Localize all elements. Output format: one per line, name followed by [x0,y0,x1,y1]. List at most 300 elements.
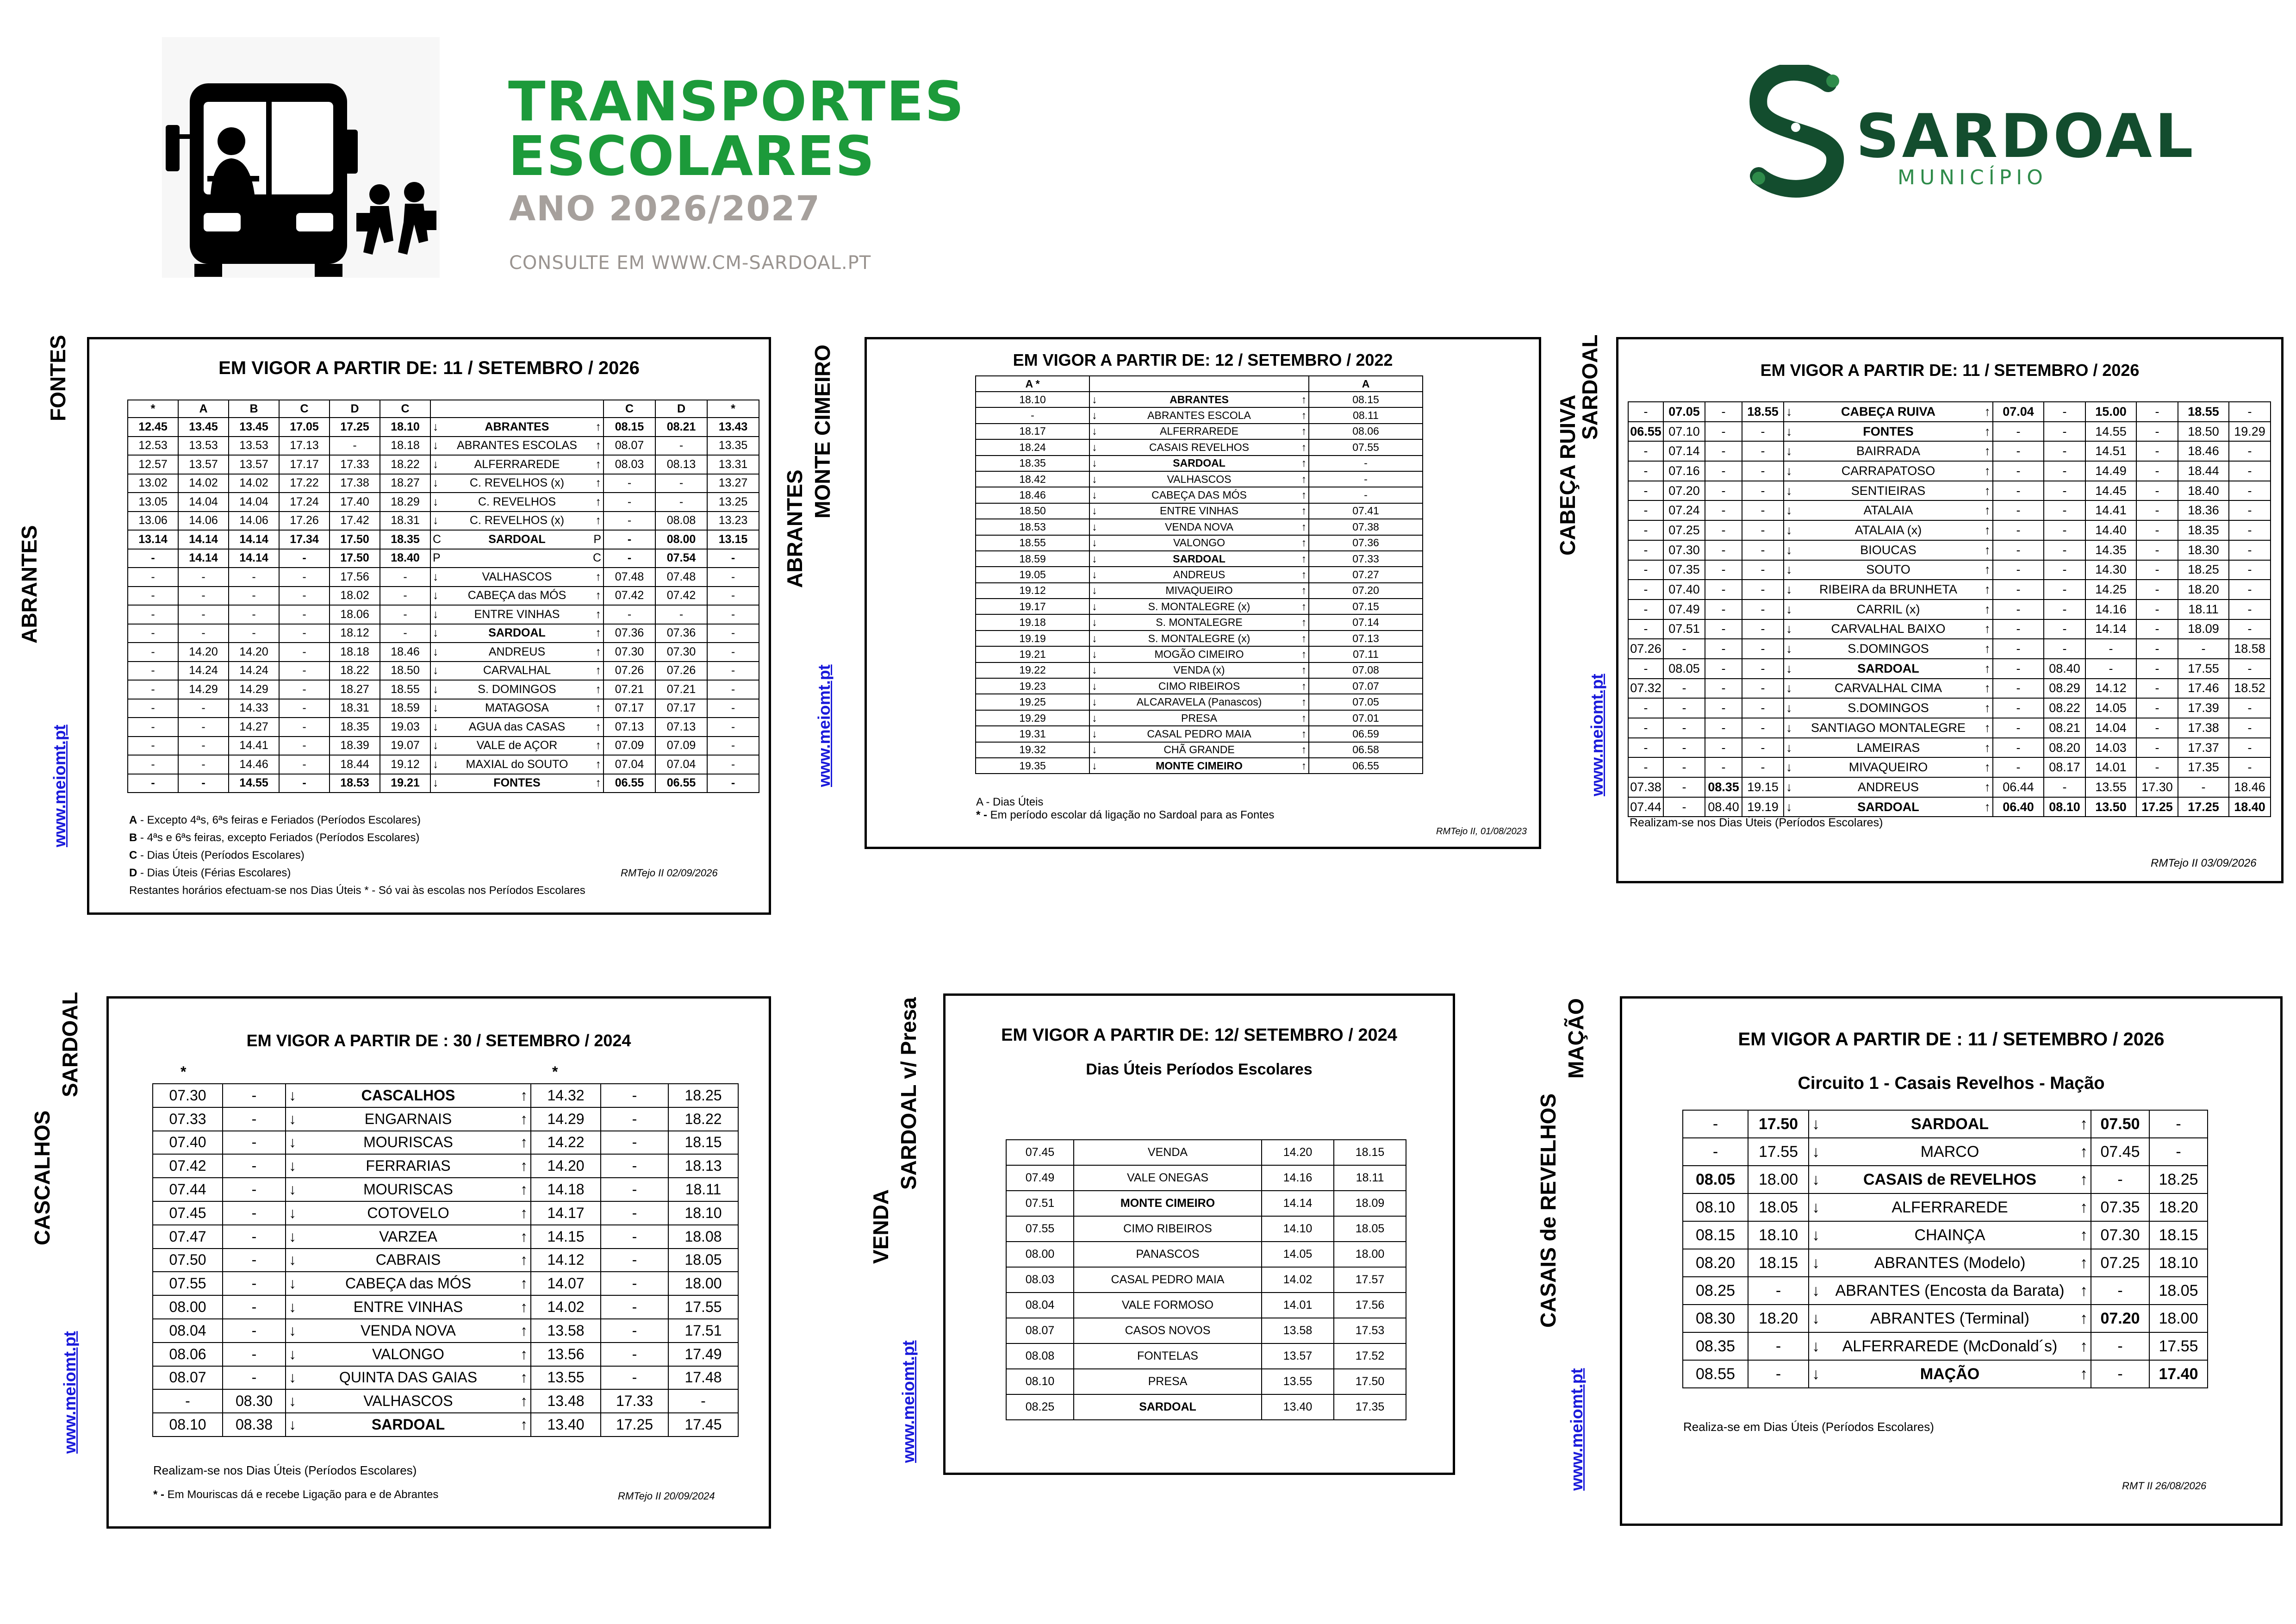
time-cell: 07.44 [1628,797,1663,817]
time-cell: 17.45 [668,1413,738,1437]
arrow-down-icon: ↓ [1089,583,1110,599]
table-row [153,1178,738,1201]
arrow-down-icon: ↓ [430,624,451,643]
time-cell: 07.45 [153,1201,223,1225]
arrow-up-icon: ↑ [1975,757,1993,777]
note-key: C [129,849,137,862]
time-cell: 12.45 [128,418,178,437]
time-cell: - [601,1319,668,1343]
time-cell: - [1663,639,1705,659]
time-cell: 18.15 [2149,1221,2208,1249]
p4-link[interactable]: www.meiomt.pt [60,1331,79,1454]
time-cell: - [601,1084,668,1107]
time-cell: 08.00 [153,1295,223,1319]
time-cell: - [1993,659,2044,679]
time-cell: - [1993,718,2044,738]
school-bus-icon [162,37,440,278]
time-cell: 07.41 [1309,503,1423,519]
time-cell: 14.18 [531,1178,601,1201]
time-cell: 18.24 [976,439,1089,455]
table-row [128,418,759,437]
arrow-header [583,400,604,418]
time-cell: - [279,549,330,568]
time-cell: 07.13 [604,718,655,737]
time-cell: - [2044,777,2085,797]
stop-name: ALFERRAREDE [451,455,583,474]
time-cell: 17.49 [668,1343,738,1366]
arrow-up-icon: ↑ [2066,1277,2091,1305]
table-row [1683,1305,2208,1332]
time-cell: 08.21 [2044,718,2085,738]
arrow-up-icon: ↑ [1288,614,1309,630]
time-cell: 07.21 [655,680,707,699]
table-row [976,678,1423,694]
time-cell: - [223,1201,286,1225]
time-cell: - [1705,481,1742,501]
stop-name: FONTELAS [1074,1343,1262,1369]
stop-name: VARZEA [310,1225,506,1249]
time-cell: - [707,680,759,699]
stop-name: SARDOAL [1074,1394,1262,1420]
time-cell: - [128,605,178,624]
time-cell: - [2085,659,2136,679]
arrow-up-icon: ↑ [506,1389,531,1413]
arrow-up-icon: ↑ [1975,422,1993,442]
stop-name: CIMO RIBEIROS [1074,1216,1262,1242]
arrow-down-icon: ↓ [430,493,451,512]
time-cell: 18.39 [330,737,380,756]
arrow-down-icon: ↓ [1089,694,1110,710]
time-cell: - [2044,560,2085,580]
table-row [153,1249,738,1272]
table-row [976,519,1423,535]
arrow-down-icon: ↓ [1089,392,1110,407]
time-cell: 07.26 [604,662,655,681]
time-cell: 07.45 [1006,1140,1074,1165]
time-cell: 14.20 [229,643,279,662]
time-cell: - [2091,1360,2149,1388]
stop-name: MAXIAL do SOUTO [451,755,583,774]
time-cell: 18.29 [380,493,430,512]
arrow-header [1288,376,1309,392]
time-cell: 14.04 [178,493,229,512]
arrow-up-icon: ↑ [1975,698,1993,718]
stop-name: CABEÇA das MÓS [451,587,583,606]
time-cell: 18.53 [330,774,380,793]
time-cell: 08.29 [2044,679,2085,699]
arrow-up-icon: ↑ [583,418,604,437]
table-row [1628,520,2271,540]
time-cell: 18.13 [668,1154,738,1178]
arrow-down-icon: ↓ [1089,535,1110,551]
arrow-down-icon: ↓ [1089,551,1110,567]
table-row [1683,1166,2208,1193]
time-cell: 17.56 [330,568,380,587]
time-cell: - [2136,659,2178,679]
time-cell: 18.20 [2149,1193,2208,1221]
table-row [1006,1165,1406,1191]
time-cell: - [1309,487,1423,503]
table-row [153,1272,738,1295]
arrow-down-icon: ↓ [1784,797,1802,817]
time-cell: 18.55 [1742,402,1784,422]
time-cell: - [2044,619,2085,639]
time-cell: 07.54 [655,549,707,568]
arrow-down-icon: ↓ [1809,1166,1833,1193]
stop-name: CARRIL (x) [1802,600,1975,619]
stop-name: VENDA NOVA [1110,519,1288,535]
time-cell: 19.23 [976,678,1089,694]
stop-name: CABRAIS [310,1249,506,1272]
stop-name: ENTRE VINHAS [310,1295,506,1319]
time-cell: - [2136,422,2178,442]
time-cell: - [655,474,707,493]
time-cell: 14.51 [2085,441,2136,461]
stop-name: MATAGOSA [451,699,583,718]
time-cell: 14.41 [229,737,279,756]
time-cell: 13.40 [1262,1394,1334,1420]
time-cell: - [2229,698,2271,718]
p4-star-2: * [552,1063,558,1080]
p1-reference: RMTejo II 02/09/2026 [621,867,718,879]
time-cell: - [2229,481,2271,501]
time-cell: - [1742,679,1784,699]
column-header: B [229,400,279,418]
time-cell: 07.42 [655,587,707,606]
p2-note-1: A - Dias Úteis [976,796,1044,808]
title-line-2: ESCOLARES [508,124,876,188]
time-cell: 19.21 [976,646,1089,662]
time-cell: - [1742,481,1784,501]
time-cell: 13.55 [1262,1369,1334,1394]
p5-timetable [1006,1139,1406,1420]
stop-name: ABRANTES [451,418,583,437]
note-key: B [129,831,137,844]
stop-name: C. REVELHOS (x) [451,512,583,531]
time-cell: 17.05 [279,418,330,437]
time-cell: - [2229,402,2271,422]
arrow-up-icon: ↑ [506,1343,531,1366]
time-cell: 07.30 [153,1084,223,1107]
stop-name: CASOS NOVOS [1074,1318,1262,1343]
arrow-down-icon: ↓ [1784,698,1802,718]
time-cell: 13.48 [531,1389,601,1413]
time-cell: 18.46 [2229,777,2271,797]
time-cell: 19.35 [976,758,1089,774]
stop-name: SARDOAL [451,530,583,549]
time-cell: - [128,643,178,662]
time-cell: 07.44 [153,1178,223,1201]
time-cell: - [1663,679,1705,699]
arrow-down-icon: ↓ [1809,1138,1833,1166]
time-cell: 13.56 [531,1343,601,1366]
table-row [1628,639,2271,659]
note-text: - Dias Úteis (Férias Escolares) [137,867,291,879]
time-cell: - [2044,639,2085,659]
arrow-up-icon: ↑ [583,718,604,737]
time-cell: - [1628,461,1663,481]
brand-subtitle: MUNICÍPIO [1898,166,2047,189]
time-cell: - [380,624,430,643]
table-row [976,726,1423,742]
time-cell: - [601,1201,668,1225]
time-cell: - [2149,1138,2208,1166]
table-row [1006,1394,1406,1420]
p4-title: EM VIGOR A PARTIR DE : 30 / SETEMBRO / 2024 [246,1031,631,1050]
time-cell: - [2229,738,2271,758]
time-cell: 08.20 [1683,1249,1748,1277]
arrow-up-icon: ↑ [583,587,604,606]
time-cell: 07.25 [1663,520,1705,540]
time-cell: - [1742,738,1784,758]
stop-name: BIOUCAS [1802,540,1975,560]
time-cell: - [976,407,1089,423]
time-cell: - [229,605,279,624]
table-row [153,1389,738,1413]
p2-link[interactable]: www.meiomt.pt [815,664,834,787]
time-cell: 13.57 [1262,1343,1334,1369]
brand-name: SARDOAL [1856,101,2196,171]
arrow-down-icon: ↓ [1089,439,1110,455]
arrow-down-icon: ↓ [430,512,451,531]
table-row [128,587,759,606]
time-cell: - [1742,718,1784,738]
stop-header [1110,376,1288,392]
stop-name: CARVALHAL BAIXO [1802,619,1975,639]
table-row [1006,1267,1406,1293]
time-cell: - [128,549,178,568]
p6-link[interactable]: www.meiomt.pt [1567,1368,1586,1491]
time-cell: 07.20 [2091,1305,2149,1332]
table-row [128,718,759,737]
time-cell: - [1705,698,1742,718]
arrow-down-icon: ↓ [286,1178,310,1201]
time-cell: - [2136,520,2178,540]
time-cell: 07.14 [1309,614,1423,630]
time-cell: 14.02 [229,474,279,493]
time-cell: - [2229,520,2271,540]
time-cell: - [1705,718,1742,738]
time-cell: 13.50 [2085,797,2136,817]
p3-timetable-box [1616,337,2284,883]
arrow-down-icon: ↓ [1089,742,1110,758]
stop-name: CARVALHAL CIMA [1802,679,1975,699]
time-cell: - [128,699,178,718]
time-cell: 18.17 [976,424,1089,439]
time-cell: 06.59 [1309,726,1423,742]
arrow-up-icon: ↑ [1288,407,1309,423]
stop-name: VENDA NOVA [310,1319,506,1343]
stop-name: MIVAQUEIRO [1802,757,1975,777]
arrow-down-icon: ↓ [430,680,451,699]
time-cell: - [2044,422,2085,442]
arrow-down-icon: ↓ [430,568,451,587]
p3-timetable [1628,401,2271,817]
time-cell: 06.55 [655,774,707,793]
arrow-up-icon: ↑ [1288,583,1309,599]
time-cell: - [223,1178,286,1201]
time-cell: 07.40 [153,1131,223,1155]
time-cell: 18.35 [2178,520,2229,540]
time-cell: - [1628,738,1663,758]
p2-note-2-text: Em período escolar dá ligação no Sardoal para as Fontes [987,809,1275,821]
stop-name: S. MONTALEGRE (x) [1110,599,1288,614]
table-row [976,392,1423,407]
time-cell: 13.57 [229,455,279,474]
arrow-down-icon: ↓ [1809,1221,1833,1249]
time-cell: - [1742,757,1784,777]
time-cell: 18.00 [2149,1305,2208,1332]
table-row [128,643,759,662]
time-cell: - [128,755,178,774]
stop-name: SARDOAL [310,1413,506,1437]
time-cell: 08.17 [2044,757,2085,777]
time-cell: - [380,587,430,606]
arrow-up-icon: ↑ [1975,520,1993,540]
arrow-down-icon: ↓ [1784,520,1802,540]
time-cell: - [2136,679,2178,699]
sardoal-s-emblem-icon [1740,65,1856,199]
time-cell: - [707,624,759,643]
stop-name: VENDA (x) [1110,662,1288,678]
time-cell: 07.27 [1309,567,1423,582]
time-cell: 13.15 [707,530,759,549]
time-cell: 08.04 [153,1319,223,1343]
time-cell: 19.18 [976,614,1089,630]
time-cell: 18.31 [380,512,430,531]
p3-destination-2: CABEÇA RUIVA [1556,394,1580,556]
arrow-down-icon: ↓ [430,474,451,493]
time-cell: 07.16 [1663,461,1705,481]
time-cell: - [1628,560,1663,580]
time-cell: 18.35 [380,530,430,549]
table-row [153,1319,738,1343]
stop-name: VALE FORMOSO [1074,1293,1262,1318]
time-cell: 13.58 [1262,1318,1334,1343]
time-cell: - [223,1272,286,1295]
time-cell: - [2091,1166,2149,1193]
time-cell: - [1628,540,1663,560]
table-row [128,474,759,493]
time-cell: 18.59 [380,699,430,718]
table-row [153,1107,738,1131]
time-cell: 18.15 [1748,1249,1809,1277]
arrow-up-icon: ↑ [583,437,604,456]
time-cell: - [2044,461,2085,481]
stop-name: LAMEIRAS [1802,738,1975,758]
stop-name: ALCARAVELA (Panascos) [1110,694,1288,710]
arrow-up-icon: ↑ [2066,1305,2091,1332]
time-cell: 08.10 [1683,1193,1748,1221]
arrow-down-icon: ↓ [1089,710,1110,726]
arrow-down-icon: ↓ [1809,1360,1833,1388]
table-row [1006,1191,1406,1216]
p1-link[interactable]: www.meiomt.pt [50,725,69,847]
arrow-down-icon: ↓ [1809,1249,1833,1277]
time-cell: 18.55 [976,535,1089,551]
time-cell: 07.48 [604,568,655,587]
time-cell: 19.12 [976,583,1089,599]
arrow-header [1089,376,1110,392]
arrow-up-icon: ↑ [583,662,604,681]
time-cell: - [279,737,330,756]
table-row [1683,1360,2208,1388]
time-cell: - [223,1366,286,1390]
p1-note-4 [129,864,585,882]
time-cell: 07.30 [1663,540,1705,560]
arrow-down-icon: ↓ [1784,540,1802,560]
time-cell: - [2136,540,2178,560]
time-cell: 07.21 [604,680,655,699]
table-row [1628,738,2271,758]
time-cell: - [1705,540,1742,560]
arrow-up-icon: ↑ [1975,461,1993,481]
time-cell: - [1663,757,1705,777]
time-cell: 17.13 [279,437,330,456]
time-cell: - [1663,797,1705,817]
time-cell: - [128,624,178,643]
sardoal-logo [1740,65,1856,199]
p1-title: EM VIGOR A PARTIR DE: 11 / SETEMBRO / 2026 [218,358,640,378]
time-cell: 19.29 [2229,422,2271,442]
time-cell: - [279,624,330,643]
time-cell: 08.13 [655,455,707,474]
time-cell: 07.50 [153,1249,223,1272]
arrow-down-icon: ↓ [1784,659,1802,679]
arrow-up-icon: ↑ [1975,600,1993,619]
p5-destination-2: VENDA [869,1189,893,1264]
time-cell: - [707,549,759,568]
time-cell: - [1705,580,1742,600]
p5-destination-1: SARDOAL v/ Presa [896,997,921,1190]
time-cell: 18.31 [330,699,380,718]
p5-link[interactable]: www.meiomt.pt [899,1340,918,1463]
time-cell: - [1628,500,1663,520]
time-cell: - [1628,481,1663,501]
time-cell: 08.22 [2044,698,2085,718]
table-row [153,1366,738,1390]
time-cell: - [279,755,330,774]
time-cell: 18.06 [330,605,380,624]
p4-reference: RMTejo II 20/09/2024 [618,1490,715,1502]
table-row [1628,718,2271,738]
time-cell: - [1742,461,1784,481]
arrow-header [430,400,451,418]
stop-name: S.DOMINGOS [1802,698,1975,718]
arrow-up-icon: ↑ [506,1319,531,1343]
time-cell: - [2229,441,2271,461]
p2-timetable [975,375,1423,774]
website-note: CONSULTE EM WWW.CM-SARDOAL.PT [509,252,871,274]
table-row [1628,797,2271,817]
arrow-down-icon: ↓ [1809,1110,1833,1138]
p6-reference: RMT II 26/08/2026 [2122,1480,2207,1492]
time-cell: 18.27 [380,474,430,493]
time-cell: 14.14 [178,549,229,568]
table-row [153,1154,738,1178]
time-cell: - [1993,441,2044,461]
time-cell: - [1993,520,2044,540]
time-cell: 18.55 [380,680,430,699]
time-cell: 14.32 [531,1084,601,1107]
p1-note-last: Restantes horários efectuam-se nos Dias Úteis * - Só vai às escolas nos Períodos Escolares [129,884,585,897]
time-cell: 07.24 [1663,500,1705,520]
column-header: C [380,400,430,418]
arrow-down-icon: ↓ [1784,560,1802,580]
p3-link[interactable]: www.meiomt.pt [1587,674,1606,796]
time-cell: 07.25 [2091,1249,2149,1277]
time-cell: - [2229,757,2271,777]
